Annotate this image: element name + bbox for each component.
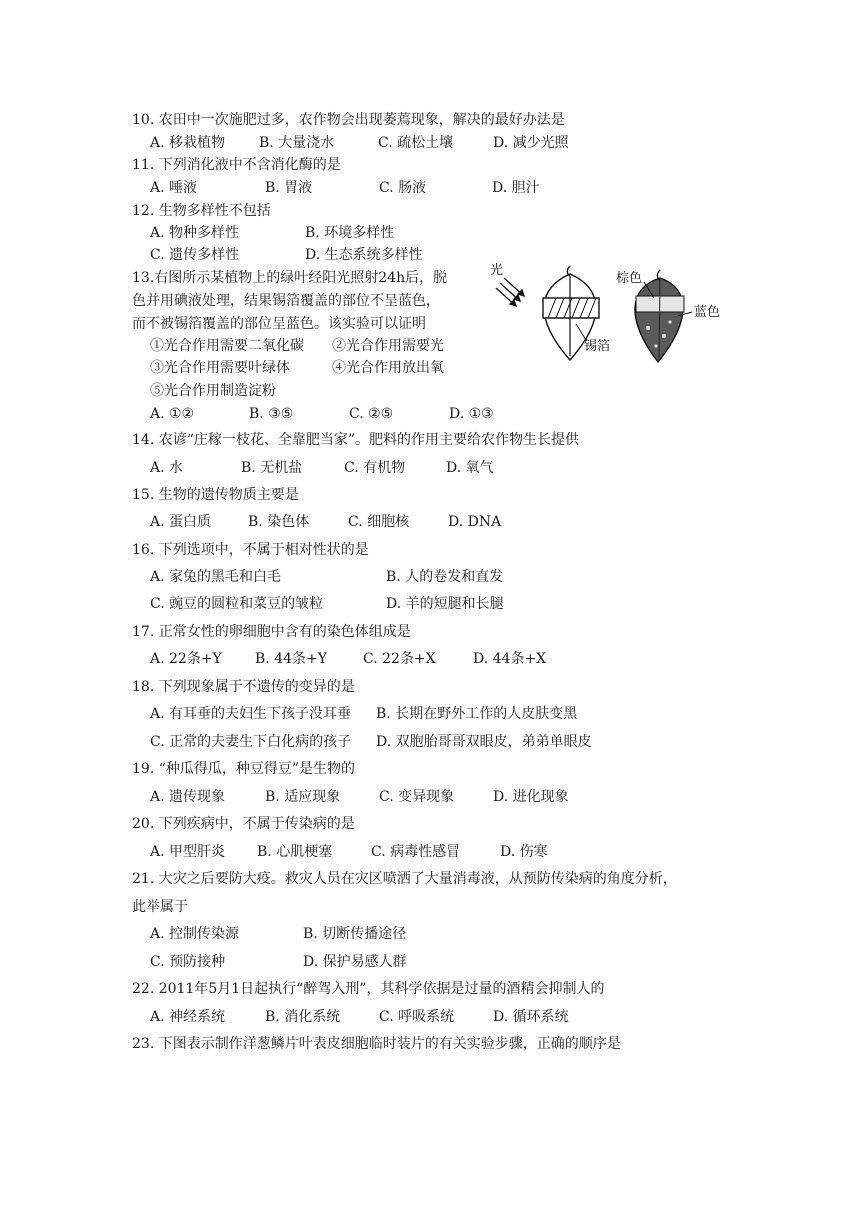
light-label: 光	[490, 263, 504, 278]
q22-option-b: B. 消化系统	[265, 1009, 341, 1025]
q21-option-c: C. 预防接种	[150, 954, 226, 970]
q15-option-b: B. 染色体	[248, 514, 310, 530]
q20-option-b: B. 心肌梗塞	[257, 844, 333, 860]
q15-option-a: A. 蛋白质	[150, 514, 212, 530]
q13-statement-1: ①光合作用需要二氧化碳	[150, 338, 304, 354]
q12-option-b: B. 环境多样性	[305, 225, 395, 241]
question-12-stem: 12. 生物多样性不包括	[132, 203, 271, 219]
q13-statement-5: ⑤光合作用制造淀粉	[150, 383, 276, 399]
q11-option-c: C. 肠液	[379, 180, 427, 196]
q15-option-d: D. DNA	[448, 514, 502, 530]
q11-option-b: B. 胃液	[265, 180, 313, 196]
q12-option-d: D. 生态系统多样性	[305, 247, 423, 263]
q21-option-d: D. 保护易感人群	[303, 954, 407, 970]
q12-option-c: C. 遗传多样性	[150, 247, 240, 263]
question-21-stem-line2: 此举属于	[132, 899, 188, 915]
iodine-stained-leaf	[635, 270, 684, 362]
q13-statement-2: ②光合作用需要光	[332, 338, 444, 354]
q16-option-c: C. 豌豆的圆粒和菜豆的皱粒	[150, 596, 324, 612]
q19-option-a: A. 遗传现象	[150, 789, 226, 805]
q20-option-c: C. 病毒性感冒	[371, 844, 461, 860]
brown-label: 棕色	[616, 271, 643, 286]
q14-option-d: D. 氧气	[446, 460, 494, 476]
leaf-diagram	[488, 258, 728, 368]
question-21-stem-line1: 21. 大灾之后要防大疫。救灾人员在灾区喷洒了大量消毒液，从预防传染病的角度分析，	[132, 871, 677, 887]
leaf-experiment-figure	[488, 258, 728, 368]
q12-option-a: A. 物种多样性	[150, 225, 240, 241]
q16-option-a: A. 家兔的黑毛和白毛	[150, 569, 282, 585]
q18-option-c: C. 正常的夫妻生下白化病的孩子	[150, 734, 352, 750]
q16-option-b: B. 人的卷发和直发	[386, 569, 504, 585]
q11-option-d: D. 胆汁	[492, 180, 540, 196]
question-20-stem: 20. 下列疾病中，不属于传染病的是	[132, 816, 355, 832]
q17-option-c: C. 22条+X	[363, 651, 436, 667]
light-arrows-icon	[496, 278, 524, 306]
question-10-stem: 10. 农田中一次施肥过多，农作物会出现萎蔫现象，解决的最好办法是	[132, 112, 565, 128]
q22-option-d: D. 循环系统	[493, 1009, 569, 1025]
question-17-stem: 17. 正常女性的卵细胞中含有的染色体组成是	[132, 624, 411, 640]
question-19-stem: 19. “种瓜得瓜，种豆得豆”是生物的	[132, 761, 356, 777]
q21-option-a: A. 控制传染源	[150, 926, 240, 942]
q19-option-c: C. 变异现象	[379, 789, 455, 805]
q14-option-c: C. 有机物	[344, 460, 406, 476]
q13-option-b: B. ③⑤	[249, 406, 294, 422]
foil-label: 锡箔	[584, 339, 611, 354]
question-13-stem-line1: 13.右图所示某植物上的绿叶经阳光照射24h后，脱	[132, 270, 448, 286]
question-13-stem-line2: 色并用碘液处理，结果锡箔覆盖的部位不呈蓝色，	[132, 293, 440, 309]
question-18-stem: 18. 下列现象属于不遗传的变异的是	[132, 679, 355, 695]
q13-statement-4: ④光合作用放出氧	[332, 360, 444, 376]
q10-option-a: A. 移栽植物	[150, 135, 226, 151]
question-14-stem: 14. 农谚“庄稼一枝花、全靠肥当家”。肥料的作用主要给农作物生长提供	[132, 432, 580, 448]
q14-option-b: B. 无机盐	[241, 460, 303, 476]
q18-option-a: A. 有耳垂的夫妇生下孩子没耳垂	[150, 706, 352, 722]
q13-option-a: A. ①②	[150, 406, 195, 422]
question-11-stem: 11. 下列消化液中不含消化酶的是	[132, 157, 341, 173]
q13-option-d: D. ①③	[449, 406, 494, 422]
q19-option-d: D. 进化现象	[493, 789, 569, 805]
q10-option-c: C. 疏松土壤	[378, 135, 454, 151]
q13-option-c: C. ②⑤	[349, 406, 394, 422]
blue-label: 蓝色	[694, 305, 721, 320]
q22-option-c: C. 呼吸系统	[379, 1009, 455, 1025]
question-13-stem-line3: 而不被锡箔覆盖的部位呈蓝色。该实验可以证明	[132, 316, 426, 332]
q22-option-a: A. 神经系统	[150, 1009, 226, 1025]
q10-option-d: D. 减少光照	[493, 135, 569, 151]
q17-option-a: A. 22条+Y	[150, 651, 222, 667]
q19-option-b: B. 适应现象	[265, 789, 341, 805]
q20-option-d: D. 伤寒	[500, 844, 548, 860]
q17-option-b: B. 44条+Y	[255, 651, 327, 667]
q18-option-b: B. 长期在野外工作的人皮肤变黑	[376, 706, 578, 722]
q17-option-d: D. 44条+X	[473, 651, 547, 667]
q21-option-b: B. 切断传播途径	[303, 926, 407, 942]
q11-option-a: A. 唾液	[150, 180, 198, 196]
q15-option-c: C. 细胞核	[348, 514, 410, 530]
question-23-stem: 23. 下图表示制作洋葱鳞片叶表皮细胞临时装片的有关实验步骤，正确的顺序是	[132, 1036, 621, 1052]
question-22-stem: 22. 2011年5月1日起执行“醉驾入刑”，其科学依据是过量的酒精会抑制人的	[132, 981, 605, 997]
question-15-stem: 15. 生物的遗传物质主要是	[132, 487, 299, 503]
q10-option-b: B. 大量浇水	[259, 135, 335, 151]
question-16-stem: 16. 下列选项中，不属于相对性状的是	[132, 542, 369, 558]
q16-option-d: D. 羊的短腿和长腿	[386, 596, 504, 612]
q18-option-d: D. 双胞胎哥哥双眼皮，弟弟单眼皮	[376, 734, 592, 750]
q14-option-a: A. 水	[150, 460, 184, 476]
q20-option-a: A. 甲型肝炎	[150, 844, 226, 860]
q13-statement-3: ③光合作用需要叶绿体	[150, 360, 290, 376]
